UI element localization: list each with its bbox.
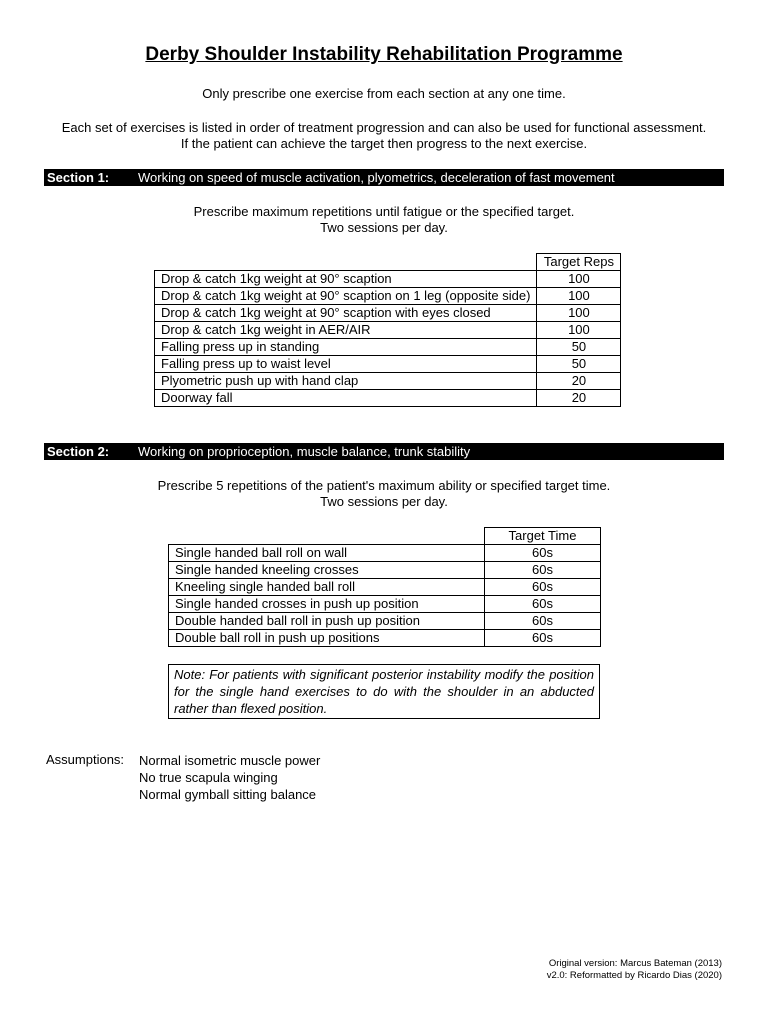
footer-original-version: Original version: Marcus Bateman (2013) (548, 958, 722, 969)
section-2-label: Section 2: (47, 444, 110, 459)
exercise-name: Single handed crosses in push up position (169, 596, 485, 613)
exercise-target: 100 (537, 288, 621, 305)
table-row (169, 613, 601, 630)
exercise-target: 50 (537, 339, 621, 356)
table-row (155, 271, 621, 288)
section-2-instruction-2: Two sessions per day. (320, 494, 448, 509)
exercise-name: Double ball roll in push up positions (169, 630, 485, 647)
posterior-instability-note: Note: For patients with significant posterior instability modify the position for the single hand exercises to do with the shoulder in an abducted rather than flexed position. (168, 664, 600, 719)
exercise-target: 20 (537, 390, 621, 407)
exercise-target: 60s (485, 613, 601, 630)
exercise-name: Drop & catch 1kg weight at 90° scaption with eyes closed (155, 305, 537, 322)
exercise-name: Falling press up to waist level (155, 356, 537, 373)
table-row (155, 390, 621, 407)
exercise-target: 60s (485, 562, 601, 579)
table-row (155, 288, 621, 305)
section-2-header (44, 443, 724, 460)
section-1-header (44, 169, 724, 186)
page-title: Derby Shoulder Instability Rehabilitation Programme (145, 44, 623, 65)
table-row (169, 630, 601, 647)
intro-line-3: If the patient can achieve the target then progress to the next exercise. (180, 136, 588, 151)
exercise-name: Drop & catch 1kg weight at 90° scaption (155, 271, 537, 288)
exercise-name: Drop & catch 1kg weight in AER/AIR (155, 322, 537, 339)
exercise-name: Single handed ball roll on wall (169, 545, 485, 562)
table-row (155, 305, 621, 322)
column-header-target-time: Target Time (485, 528, 601, 545)
footer-credits (547, 958, 722, 982)
assumptions-label: Assumptions: (46, 752, 125, 767)
table-row (155, 322, 621, 339)
exercise-target: 60s (485, 630, 601, 647)
exercise-target: 100 (537, 305, 621, 322)
section-2-table (168, 527, 601, 647)
exercise-target: 50 (537, 356, 621, 373)
section-2-instruction-1: Prescribe 5 repetitions of the patient's maximum ability or specified target time. (157, 478, 611, 493)
exercise-target: 60s (485, 596, 601, 613)
exercise-name: Doorway fall (155, 390, 537, 407)
exercise-target: 20 (537, 373, 621, 390)
exercise-name: Kneeling single handed ball roll (169, 579, 485, 596)
assumptions-list (139, 752, 320, 803)
section-1-instruction-2: Two sessions per day. (320, 220, 448, 235)
exercise-name: Drop & catch 1kg weight at 90° scaption on 1 leg (opposite side) (155, 288, 537, 305)
table-row (169, 545, 601, 562)
exercise-target: 100 (537, 271, 621, 288)
table-row (169, 579, 601, 596)
section-1-instruction-1: Prescribe maximum repetitions until fatigue or the specified target. (193, 204, 575, 219)
table-row (155, 356, 621, 373)
table-row (155, 373, 621, 390)
assumption-item: Normal isometric muscle power (139, 753, 321, 768)
intro-line-1: Only prescribe one exercise from each section at any one time. (202, 86, 566, 101)
exercise-target: 60s (485, 579, 601, 596)
exercise-name: Plyometric push up with hand clap (155, 373, 537, 390)
section-1-table (154, 253, 621, 407)
section-2-description: Working on proprioception, muscle balance, trunk stability (138, 444, 471, 459)
table-header-row (155, 254, 621, 271)
exercise-name: Falling press up in standing (155, 339, 537, 356)
footer-reformatted-version: v2.0: Reformatted by Ricardo Dias (2020) (546, 970, 722, 981)
exercise-name: Single handed kneeling crosses (169, 562, 485, 579)
section-1-label: Section 1: (47, 170, 110, 185)
section-1-description: Working on speed of muscle activation, plyometrics, deceleration of fast movement (138, 170, 615, 185)
table-row (169, 596, 601, 613)
exercise-target: 100 (537, 322, 621, 339)
table-header-row (169, 528, 601, 545)
exercise-target: 60s (485, 545, 601, 562)
intro-line-2: Each set of exercises is listed in order of treatment progression and can also be used for functional assessment. (61, 120, 707, 135)
column-header-target-reps: Target Reps (537, 254, 621, 271)
table-row (169, 562, 601, 579)
assumption-item: Normal gymball sitting balance (139, 787, 317, 802)
assumption-item: No true scapula winging (139, 770, 278, 785)
table-row (155, 339, 621, 356)
exercise-name: Double handed ball roll in push up position (169, 613, 485, 630)
